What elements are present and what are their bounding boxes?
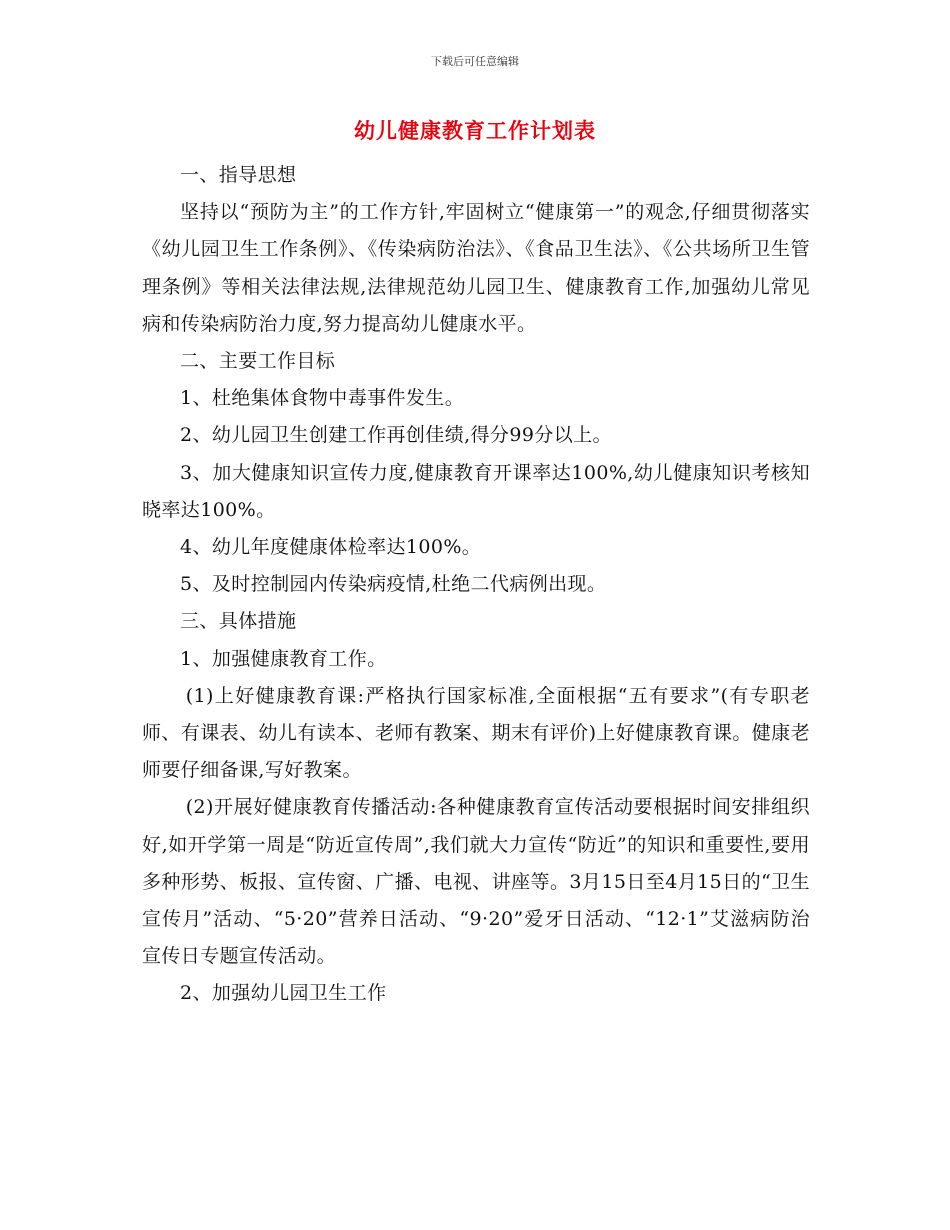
goal-item-1: 1、杜绝集体食物中毒事件发生。: [180, 387, 465, 410]
goal-item-2: 2、幼儿园卫生创建工作再创佳绩,得分99分以上。: [180, 424, 612, 447]
measure-item-2: 2、加强幼儿园卫生工作: [180, 982, 387, 1005]
measure-subitem-1: (1)上好健康教育课:严格执行国家标准,全面根据“五有要求”(有专职老师、有课表、幼儿有读本、老师有教案、期末有评价)上好健康教育课。健康老师要仔细备课,写好教案。: [142, 684, 810, 782]
goal-item-3: 3、加大健康知识宣传力度,健康教育开课率达100%,幼儿健康知识考核知晓率达100%。: [142, 461, 810, 521]
section-heading-main-goals: 二、主要工作目标: [180, 350, 336, 373]
goal-item-4: 4、幼儿年度健康体检率达100%。: [180, 536, 482, 559]
document-title: 幼儿健康教育工作计划表: [354, 118, 596, 143]
section-heading-guiding-ideology: 一、指导思想: [180, 164, 297, 186]
document-body: [142, 157, 810, 1013]
goal-item-5: 5、及时控制园内传染病疫情,杜绝二代病例出现。: [180, 573, 607, 596]
measure-subitem-2: (2)开展好健康教育传播活动:各种健康教育宣传活动要根据时间安排组织好,如开学第一周是“防近宣传周”,我们就大力宣传“防近”的知识和重要性,要用多种形势、板报、宣传窗、广播、电视、讲座等。3月15日至4月15日的“卫生宣传月”活动、“5·20”营养日活动、“9·20”爱牙日活动、“12·1”艾滋病防治宣传日专题宣传活动。: [142, 796, 810, 968]
paragraph-guiding-ideology: 坚持以“预防为主”的工作方针,牢固树立“健康第一”的观念,仔细贯彻落实《幼儿园卫生工作条例》、《传染病防治法》、《食品卫生法》、《公共场所卫生管理条例》等相关法律法规,法律规范幼儿园卫生、健康教育工作,加强幼儿常见病和传染病防治力度,努力提高幼儿健康水平。: [142, 201, 810, 335]
header-note: 下载后可任意编辑: [431, 55, 519, 68]
section-heading-measures: 三、具体措施: [180, 610, 297, 633]
measure-item-1: 1、加强健康教育工作。: [180, 647, 387, 670]
